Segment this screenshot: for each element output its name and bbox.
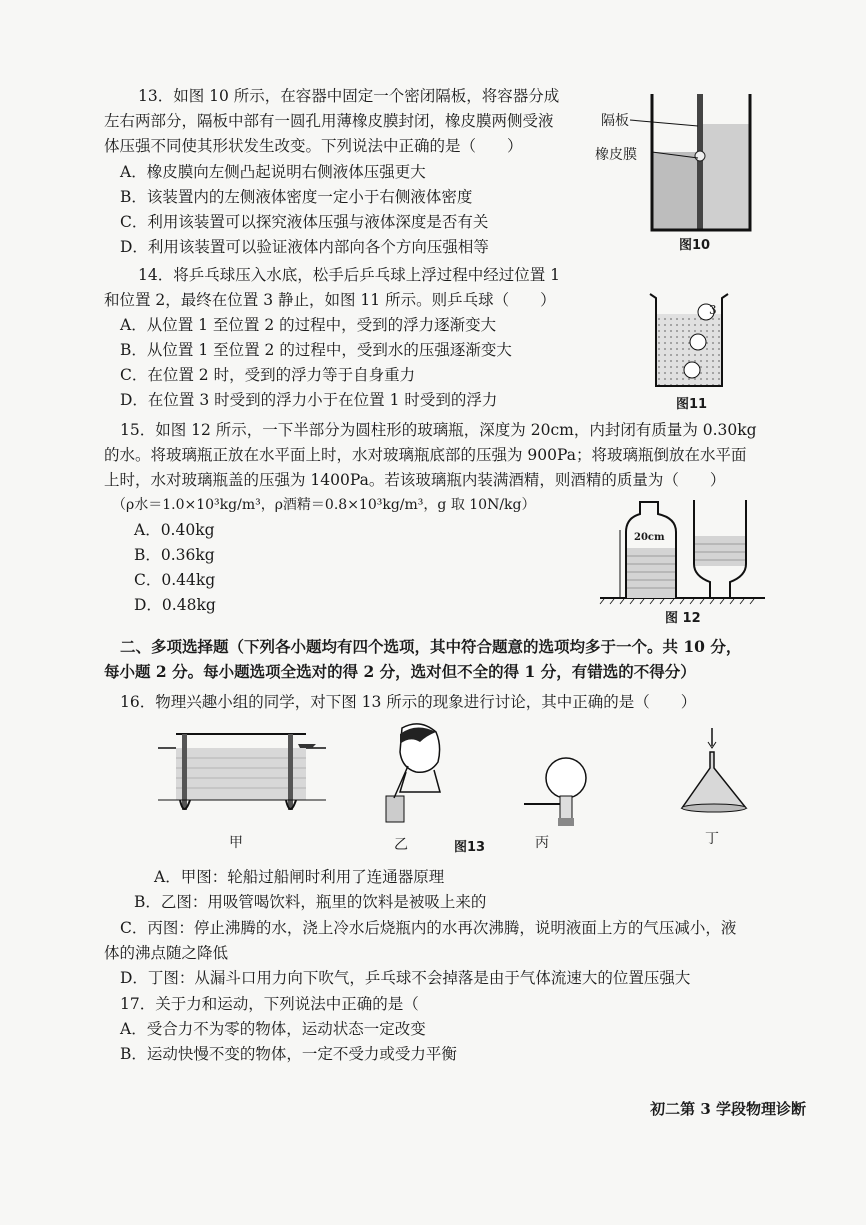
page-footer: 初二第 3 学段物理诊断 xyxy=(650,1100,806,1118)
q13-option-a: A．橡皮膜向左侧凸起说明右侧液体压强更大 xyxy=(120,163,426,181)
figure-11-beaker xyxy=(650,292,740,392)
q14-option-b: B．从位置 1 至位置 2 的过程中，受到水的压强逐渐变大 xyxy=(120,341,512,359)
q14-option-d: D．在位置 3 时受到的浮力小于在位置 1 时受到的浮力 xyxy=(120,391,498,409)
section-2-instructions-line1: 二、多项选择题（下列各小题均有四个选项，其中符合题意的选项均多于一个。共 10 分， xyxy=(120,637,742,656)
figure-11-position-label: 3 xyxy=(709,303,717,317)
q16-option-c-continued: 体的沸点随之降低 xyxy=(104,944,229,962)
q16-option-d: D．丁图：从漏斗口用力向下吹气，乒乓球不会掉落是由于气体流速大的位置压强大 xyxy=(120,969,691,987)
q15-constants: （ρ水＝1.0×10³kg/m³，ρ酒精＝0.8×10³kg/m³，g 取 10N/kg） xyxy=(112,497,536,513)
q15-option-a: A．0.40kg xyxy=(134,521,215,539)
q16-option-b: B．乙图：用吸管喝饮料，瓶里的饮料是被吸上来的 xyxy=(134,893,487,911)
figure-13-label-jia: 甲 xyxy=(229,835,243,851)
q13-stem-line2: 左右两部分，隔板中部有一圆孔用薄橡皮膜封闭，橡皮膜两侧受液 xyxy=(104,112,554,130)
figure-12-depth-label: 20cm xyxy=(634,532,665,543)
q13-stem-line1: 13．如图 10 所示，在容器中固定一个密闭隔板，将容器分成 xyxy=(138,87,560,105)
q14-stem-line1: 14．将乒乓球压入水底，松手后乒乓球上浮过程中经过位置 1 xyxy=(138,266,561,284)
figure-13-label-ding: 丁 xyxy=(705,831,719,847)
q17-option-b: B．运动快慢不变的物体，一定不受力或受力平衡 xyxy=(120,1045,457,1063)
q15-option-c: C．0.44kg xyxy=(134,571,216,589)
figure-11-caption: 图11 xyxy=(676,397,708,412)
figure-13-bing-flask xyxy=(524,752,594,832)
q14-stem-line2: 和位置 2，最终在位置 3 静止，如图 11 所示。则乒乓球（ ） xyxy=(104,291,556,309)
q13-option-b: B．该装置内的左侧液体密度一定小于右侧液体密度 xyxy=(120,188,473,206)
figure-13-jia-ship-lock xyxy=(158,728,328,818)
figure-13-yi-drinking-straw xyxy=(380,722,450,832)
q13-stem-line3: 体压强不同使其形状发生改变。下列说法中正确的是（ ） xyxy=(104,137,523,155)
figure-10-leader-lines xyxy=(630,118,700,158)
q16-stem: 16．物理兴趣小组的同学，对下图 13 所示的现象进行讨论，其中正确的是（ ） xyxy=(120,693,697,711)
figure-12-caption: 图 12 xyxy=(665,611,701,626)
figure-10-label-membrane: 橡皮膜 xyxy=(595,147,637,163)
q17-stem: 17．关于力和运动，下列说法中正确的是（ xyxy=(120,995,419,1013)
q16-option-c: C．丙图：停止沸腾的水，浇上冷水后烧瓶内的水再次沸腾，说明液面上方的气压减小，液 xyxy=(120,919,737,937)
q15-stem-line1: 15．如图 12 所示，一下半部分为圆柱形的玻璃瓶，深度为 20cm，内封闭有质量为 0.30kg xyxy=(120,421,757,439)
figure-13-label-bing: 丙 xyxy=(535,835,549,851)
q17-option-a: A．受合力不为零的物体，运动状态一定改变 xyxy=(120,1020,426,1038)
q15-option-b: B．0.36kg xyxy=(134,546,215,564)
figure-10-container xyxy=(650,94,760,234)
figure-10-label-partition: 隔板 xyxy=(601,113,629,129)
q15-option-d: D．0.48kg xyxy=(134,596,216,614)
figure-10-caption: 图10 xyxy=(679,238,711,253)
q15-stem-line2: 的水。将玻璃瓶正放在水平面上时，水对玻璃瓶底部的压强为 900Pa；将玻璃瓶倒放在水平面 xyxy=(104,446,747,464)
q14-option-c: C．在位置 2 时，受到的浮力等于自身重力 xyxy=(120,366,416,384)
figure-13-label-yi: 乙 xyxy=(394,837,408,853)
q15-stem-line3: 上时，水对玻璃瓶盖的压强为 1400Pa。若该玻璃瓶内装满酒精，则酒精的质量为（ ） xyxy=(104,471,726,489)
figure-13-ding-funnel xyxy=(680,728,750,818)
figure-13-caption: 图13 xyxy=(454,840,486,855)
q13-option-d: D．利用该装置可以验证液体内部向各个方向压强相等 xyxy=(120,238,489,256)
section-2-instructions-line2: 每小题 2 分。每小题选项全选对的得 2 分，选对但不全的得 1 分，有错选的不得分） xyxy=(104,662,696,681)
q16-option-a: A．甲图：轮船过船闸时利用了连通器原理 xyxy=(154,868,445,886)
q14-option-a: A．从位置 1 至位置 2 的过程中，受到的浮力逐渐变大 xyxy=(120,316,497,334)
q13-option-c: C．利用该装置可以探究液体压强与液体深度是否有关 xyxy=(120,213,489,231)
figure-12-bottles xyxy=(600,498,770,608)
